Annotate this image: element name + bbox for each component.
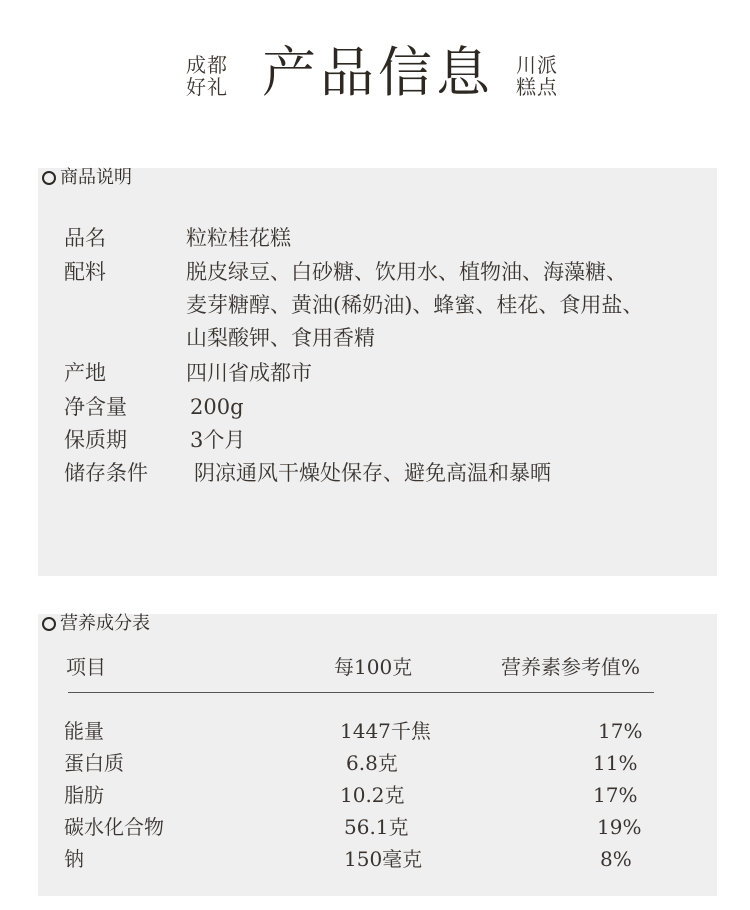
nutrition-item: 能量 — [64, 719, 104, 743]
nutrition-item: 碳水化合物 — [64, 815, 164, 839]
info-label: 配料 — [64, 260, 106, 284]
circle-bullet-icon — [42, 617, 56, 631]
product-section-title-text: 商品说明 — [60, 167, 132, 188]
info-value: 阴凉通风干燥处保存、避免高温和暴晒 — [194, 461, 551, 485]
ingredients-line: 麦芽糖醇、黄油(稀奶油)、蜂蜜、桂花、食用盐、 — [186, 293, 644, 317]
info-label: 品名 — [64, 226, 106, 250]
header-tag-left: 成都 好礼 — [186, 53, 228, 99]
info-value: 粒粒桂花糕 — [186, 226, 291, 250]
product-section-title — [42, 167, 132, 189]
info-value: 200g — [190, 395, 244, 419]
nutrition-per100: 6.8克 — [346, 751, 398, 775]
nutrition-per100: 10.2克 — [340, 783, 405, 807]
ingredients-list — [186, 256, 676, 355]
ingredients-line: 山梨酸钾、食用香精 — [186, 326, 375, 350]
nutrition-section-title — [42, 613, 150, 635]
info-label: 产地 — [64, 361, 106, 385]
nutrition-nrv: 17% — [598, 719, 643, 743]
info-label: 储存条件 — [64, 461, 148, 485]
info-value: 3个月 — [190, 428, 246, 452]
nutrition-nrv: 17% — [593, 783, 638, 807]
ingredients-line: 脱皮绿豆、白砂糖、饮用水、植物油、海藻糖、 — [186, 260, 627, 284]
page-header — [0, 40, 750, 110]
nutrition-nrv: 11% — [593, 751, 638, 775]
nutrition-header-nrv: 营养素参考值% — [501, 655, 641, 679]
table-divider — [68, 692, 654, 693]
nutrition-header-item: 项目 — [66, 655, 106, 679]
info-label: 保质期 — [64, 428, 127, 452]
product-info-panel — [38, 168, 717, 576]
nutrition-per100: 56.1克 — [344, 815, 409, 839]
header-tag-right: 川派 糕点 — [516, 53, 558, 99]
info-label: 净含量 — [64, 395, 127, 419]
info-value: 四川省成都市 — [186, 361, 312, 385]
circle-bullet-icon — [42, 171, 56, 185]
nutrition-section-title-text: 营养成分表 — [60, 613, 150, 634]
page-title: 产品信息 — [262, 41, 494, 104]
nutrition-nrv: 19% — [597, 815, 642, 839]
nutrition-header-per100: 每100克 — [334, 655, 413, 679]
nutrition-per100: 150毫克 — [344, 847, 423, 871]
nutrition-nrv: 8% — [600, 847, 632, 871]
nutrition-item: 钠 — [64, 847, 84, 871]
nutrition-item: 脂肪 — [64, 783, 104, 807]
nutrition-item: 蛋白质 — [64, 751, 124, 775]
nutrition-per100: 1447千焦 — [340, 719, 431, 743]
